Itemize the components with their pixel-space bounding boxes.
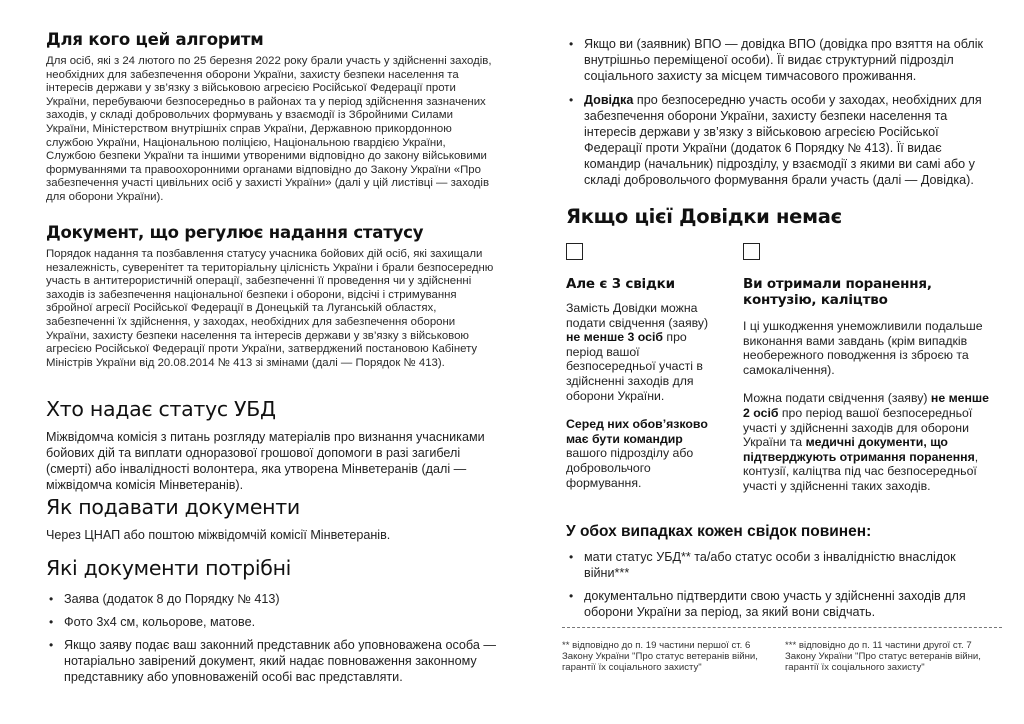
option-paragraph-1 bbox=[566, 301, 716, 403]
list-item-text: Якщо ви (заявник) ВПО — довідка ВПО (довідка про взяття на облік внутрішньо переміщеної особи). Її видає структурний підрозділ соціального захисту за місцем тимчасового проживання. bbox=[584, 37, 984, 83]
text: про період вашої безпосередньої участі в здійсненні заходів для оборони України. bbox=[566, 330, 703, 403]
footnote-double-asterisk: ** відповідно до п. 19 частини першої ст. 6 Закону України "Про статус ветеранів війни, гарантії їх соціального захисту" bbox=[562, 640, 758, 674]
bold-text: не менше 2 осіб bbox=[743, 391, 990, 420]
text: вашого підрозділу або добровольчого формування. bbox=[566, 446, 694, 490]
section-heading-no-certificate: Якщо цієї Довідки немає bbox=[566, 205, 842, 228]
checkbox-witnesses[interactable] bbox=[566, 243, 583, 260]
list-item: • документально підтвердити свою участь у здійсненні заходів для оборони України за період, за який вони свідчать. bbox=[566, 588, 994, 620]
documents-list bbox=[46, 591, 498, 685]
section-heading: Для кого цей алгоритм bbox=[46, 30, 264, 49]
section-who-grants bbox=[46, 396, 498, 493]
checkbox-injury[interactable] bbox=[743, 243, 760, 260]
option-paragraph-2 bbox=[566, 417, 716, 490]
footnote-triple-asterisk: *** відповідно до п. 11 частини другої ст. 7 Закону України "Про статус ветеранів війни, гарантії їх соціального захисту" bbox=[785, 640, 981, 674]
list-item bbox=[566, 36, 994, 84]
text: Можна подати свідчення (заяву) bbox=[743, 391, 931, 406]
section-heading: Хто надає статус УБД bbox=[46, 397, 276, 421]
section-heading: Які документи потрібні bbox=[46, 556, 292, 580]
section-who-for bbox=[46, 30, 498, 205]
option-injury bbox=[743, 243, 994, 494]
witness-requirements-list bbox=[566, 549, 994, 620]
section-documents-needed bbox=[46, 555, 498, 685]
section-body: Порядок надання та позбавлення статусу учасника бойових дій осіб, які захищали незалежність, суверенітет та територіальну цілісність України і брали безпосередню участь в антитерористичній операції, забезпеченні її проведення чи у здійсненні заходів із забезпечення національної безпеки і оборони, відсічі і стримування збройної агресії Російської Федерації в Донецькій та Луганській областях, забезпеченні їх здійснення, у заходах, необхідних для забезпечення оборони України, захисту безпеки населення та інтересів держави у зв’язку з військовою агресією Російської Федерації проти України, затверджений постановою Кабінету Міністрів України від 20.08.2014 № 413 зі змінами (далі — Порядок № 413). bbox=[46, 248, 494, 369]
text: Замість Довідки можна подати свідчення (заяву) bbox=[566, 301, 709, 330]
cut-line-divider bbox=[562, 627, 1002, 628]
option-heading: Але є 3 свідки bbox=[566, 276, 675, 292]
section-regulating-document bbox=[46, 223, 498, 370]
bold-text: не менше 3 осіб bbox=[566, 330, 664, 345]
list-item: • мати статус УБД** та/або статус особи з інвалідністю внаслідок війни*** bbox=[566, 549, 994, 581]
list-item bbox=[566, 92, 994, 188]
text: , контузії, каліцтва під час безпосередньої участі у здійсненні таких заходів. bbox=[743, 449, 979, 493]
bold-text: медичні документи, що підтверджують отримання поранення bbox=[743, 435, 975, 464]
list-item: • Якщо заяву подає ваш законний представник або уповноважена особа — нотаріально завірений документ, який надає повноваження законному представнику або уповноваженій особі вас представляти. bbox=[46, 637, 498, 685]
option-paragraph-1: І ці ушкодження унеможливили подальше виконання вами завдань (крім випадків необережного поводження із зброєю та самокалічення). bbox=[743, 319, 983, 377]
section-body: Міжвідомча комісія з питань розгляду матеріалів про визнання учасниками бойових дій та виплати одноразової грошової допомоги в разі загибелі (смерті) або інвалідності волонтера, яка утворена Мінветеранів (далі — міжвідомча комісія Мінветеранів). bbox=[46, 430, 485, 492]
section-heading: У обох випадках кожен свідок повинен: bbox=[566, 523, 872, 540]
section-both-cases bbox=[566, 522, 994, 620]
documents-list-continued bbox=[566, 36, 994, 188]
option-witnesses bbox=[566, 243, 716, 490]
option-paragraph-2 bbox=[743, 391, 994, 493]
list-item: • Заява (додаток 8 до Порядку № 413) bbox=[46, 591, 498, 607]
option-heading: Ви отримали поранення, контузію, каліцтво bbox=[743, 276, 932, 308]
section-body: Через ЦНАП або поштою міжвідомчій комісії Мінветеранів. bbox=[46, 528, 391, 542]
section-heading: Як подавати документи bbox=[46, 495, 300, 519]
bold-text: Серед них обов’язково має бути командир bbox=[566, 417, 708, 446]
section-how-submit bbox=[46, 494, 498, 543]
section-body: Для осіб, які з 24 лютого по 25 березня 2022 року брали участь у здійсненні заходів, необхідних для забезпечення оборони України, захисту безпеки населення та інтересів держави у зв’язку з військовою агресією Російської Федерації проти України, перебуваючи безпосередньо в районах та у період здійснення зазначених заходів, у складі добровольчих формувань у взаємодії із Збройними Силами України, Міністерством внутрішніх справ України, Державною прикордонною службою України, Національною поліцією, Національною гвардією України, Службою безпеки України та іншими утвореними відповідно до закону військовими формуваннями та правоохоронними органами відповідно до Закону України «Про забезпечення участі цивільних осіб у захисті України» (далі у цій листівці — заходів для оборони України). bbox=[46, 55, 492, 203]
list-item: • Фото 3х4 см, кольорове, матове. bbox=[46, 614, 498, 630]
list-item-bold: Довідка bbox=[584, 93, 634, 107]
text: про період вашої безпосередньої участі у здійсненні заходів для оборони України та bbox=[743, 405, 973, 450]
section-heading: Документ, що регулює надання статусу bbox=[46, 223, 424, 242]
list-item-text: про безпосередню участь особи у заходах, необхідних для забезпечення оборони України, захисту безпеки населення та інтересів держави у зв’язку з військовою агресією Російської Федерації проти України (додаток 6 Порядку № 413). Її видає командир (начальник) підрозділу, у взаємодії з якими ви самі або у складі добровольчого формування брали участь (далі — Довідка). bbox=[584, 93, 982, 187]
